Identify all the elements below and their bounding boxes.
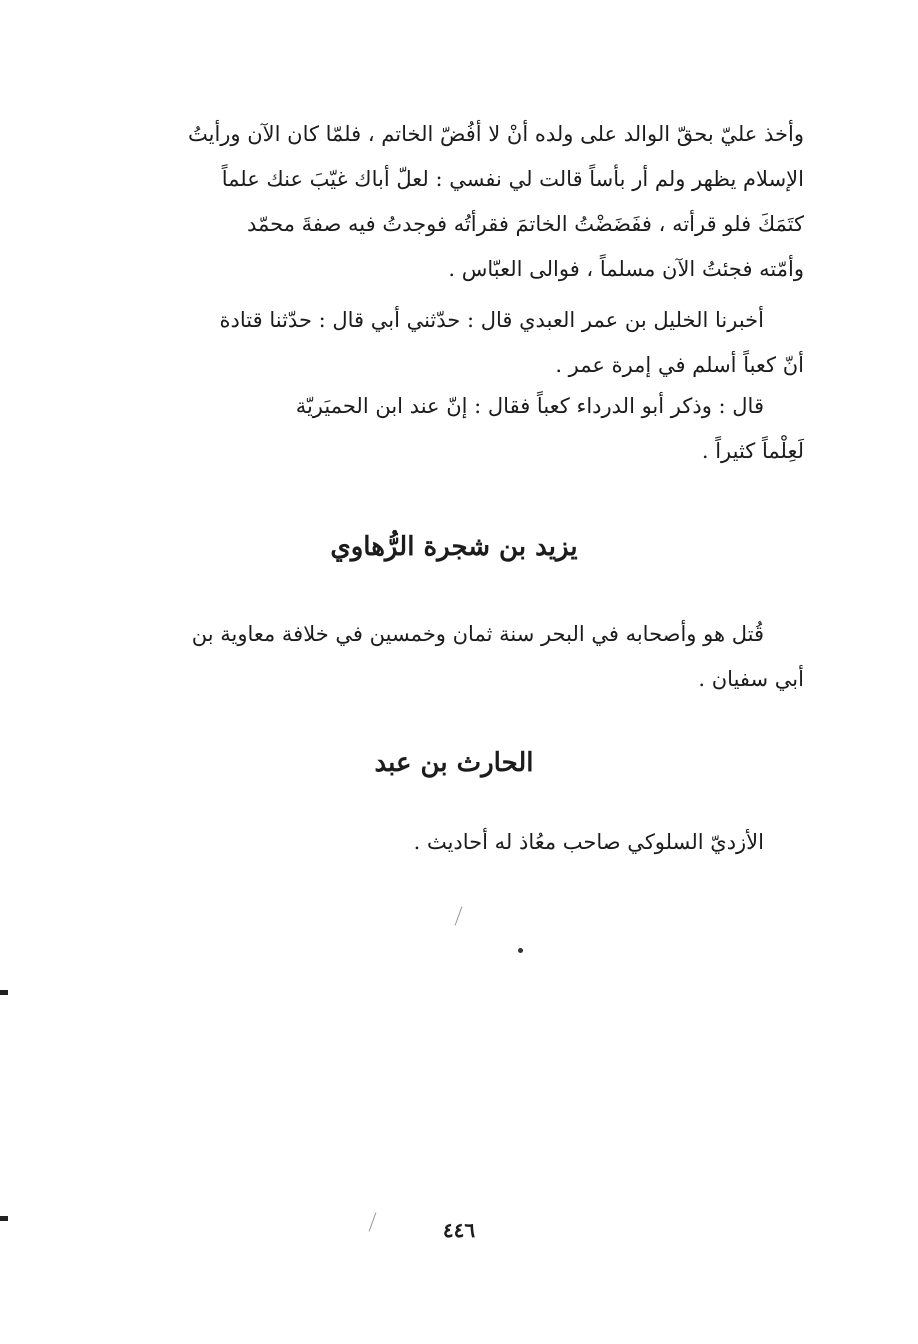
paragraph-abu-darda	[104, 384, 804, 474]
text-line: أخبرنا الخليل بن عمر العبدي قال : حدّثني أبي قال : حدّثنا قتادة	[219, 308, 764, 332]
text-line: وأخذ عليّ بحقّ الوالد على ولده أنْ لا أفُضّ الخاتم ، فلمّا كان الآن ورأيتُ	[187, 122, 804, 146]
text-line: أبي سفيان .	[698, 667, 804, 691]
paragraph-khalil-narration	[104, 298, 804, 388]
text-line: كتَمَكَ فلو قرأته ، ففَضَضْتُ الخاتمَ فقرأتُه فوجدتُ فيه صفةَ محمّد	[247, 212, 804, 236]
ink-speck	[518, 948, 523, 953]
section-heading-yazid: يزيد بن شجرة الرُّهاوي	[330, 532, 578, 562]
text-line: الإسلام يظهر ولم أر بأساً قالت لي نفسي : لعلّ أباك غيّبَ عنك علماً	[221, 167, 804, 191]
text-line: أنّ كعباً أسلم في إمرة عمر .	[555, 353, 804, 377]
text-line: قال : وذكر أبو الدرداء كعباً فقال : إنّ عند ابن الحميَريّة	[295, 394, 764, 418]
text-line: وأمّته فجئتُ الآن مسلماً ، فوالى العبّاس .	[448, 257, 804, 281]
text-line: لَعِلْماً كثيراً .	[701, 439, 804, 463]
paragraph-ka'b-conversion	[104, 112, 804, 292]
section-heading-harith: الحارث بن عبد	[374, 748, 534, 778]
page-number: ٤٤٦	[442, 1218, 476, 1242]
text-line: قُتل هو وأصحابه في البحر سنة ثمان وخمسين في خلافة معاوية بن	[191, 622, 764, 646]
paragraph-yazid	[104, 612, 804, 702]
ink-stroke	[455, 906, 463, 925]
margin-mark	[0, 990, 8, 995]
text-line: الأزديّ السلوكي صاحب معُاذ له أحاديث .	[413, 830, 764, 854]
paragraph-harith	[104, 820, 804, 865]
